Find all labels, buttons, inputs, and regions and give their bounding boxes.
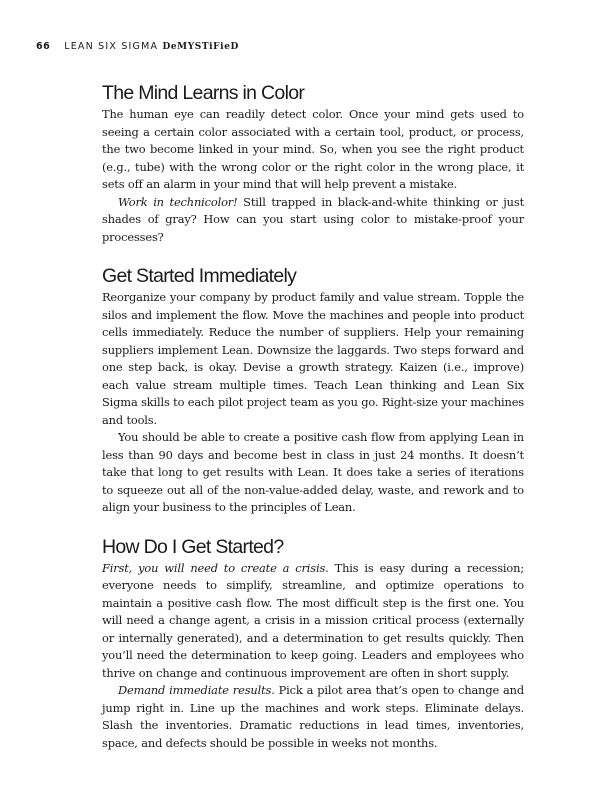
section-how-do-i-get-started bbox=[102, 534, 524, 753]
paragraph bbox=[102, 194, 524, 247]
page-number: 66 bbox=[36, 41, 51, 52]
paragraph: The human eye can readily detect color. Once your mind gets used to seeing a certain color associated with a certain tool, product, or process, the two become linked in your mind. So, when you see the right product (e.g., tube) with the wrong color or the right color in the wrong place, it sets off an alarm in your mind that will help prevent a mistake. bbox=[102, 107, 524, 191]
paragraph bbox=[102, 682, 524, 752]
paragraph-text: Still trapped in black-and-white thinking or just shades of gray? How can you start using color to mistake-proof your processes? bbox=[102, 194, 524, 244]
section-get-started-immediately bbox=[102, 263, 524, 517]
paragraph-text: Pick a pilot area that’s open to change and jump right in. Line up the machines and work steps. Eliminate delays. Slash the inventories. Dramatic reductions in lead times, inventories, space, and defects should be possible in weeks not months. bbox=[102, 683, 524, 750]
page-body bbox=[102, 80, 524, 752]
section-heading: How Do I Get Started? bbox=[102, 535, 284, 558]
section-mind-learns-in-color bbox=[102, 80, 524, 246]
paragraph: You should be able to create a positive cash flow from applying Lean in less than 90 days and become best in class in just 24 months. It doesn’t take that long to get results with Lean. It does take a series of iterations to squeeze out all of the non-value-added delay, waste, and rework and to align your business to the principles of Lean. bbox=[102, 430, 524, 514]
paragraph bbox=[102, 560, 524, 683]
paragraph-lead: First, you will need to create a crisis. bbox=[102, 560, 329, 575]
book-title: LEAN SIX SIGMA bbox=[64, 41, 159, 52]
paragraph-lead: Demand immediate results. bbox=[118, 683, 275, 697]
section-heading: Get Started Immediately bbox=[102, 265, 297, 287]
paragraph: Reorganize your company by product family and value stream. Topple the silos and implement the flow. Move the machines and people into product cells immediately. Reduce the number of suppliers. Help your remaining suppliers implement Lean. Downsize the laggards. Two steps forward and one step back, is okay. Devise a growth strategy. Kaizen (i.e., improve) each value stream multiple times. Teach Lean thinking and Lean Six Sigma skills to each pilot project team as you go. Right-size your machines and tools. bbox=[102, 290, 524, 427]
paragraph-lead: Work in technicolor! bbox=[118, 194, 238, 209]
book-title-suffix: DeMYSTiFieD bbox=[162, 42, 239, 52]
running-head bbox=[36, 41, 239, 52]
section-heading: The Mind Learns in Color bbox=[102, 82, 305, 104]
paragraph-text: This is easy during a recession; everyone needs to simplify, streamline, and optimize operations to maintain a positive cash flow. The most difficult step is the first one. You will need a change agent, a crisis in a mission critical process (externally or internally generated), and a determination to get results quickly. Then you’ll need the determination to keep going. Leaders and employees who thrive on change and continuous improvement are often in short supply. bbox=[102, 560, 524, 680]
